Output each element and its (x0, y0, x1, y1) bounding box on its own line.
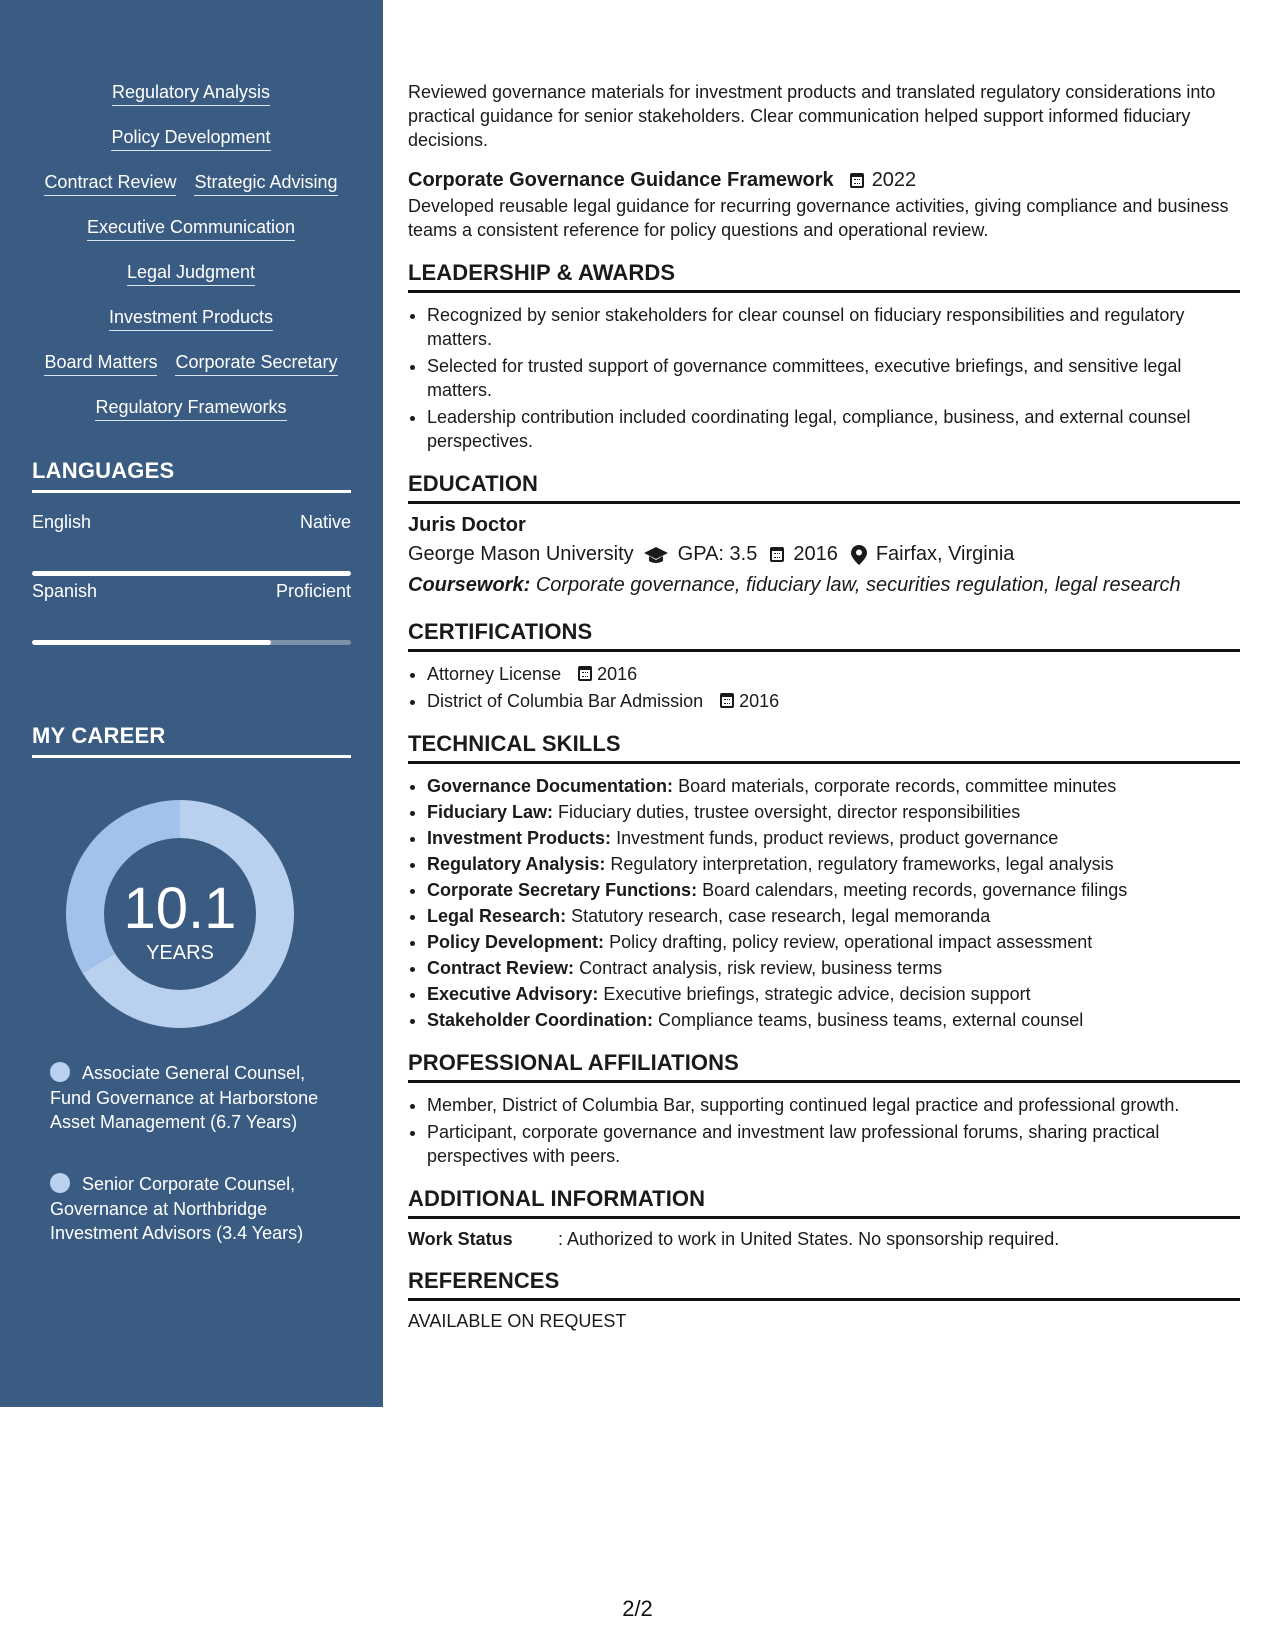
certification-year: 2016 (739, 691, 780, 711)
location-pin-icon (851, 545, 867, 565)
technical-skill-item (427, 1008, 1240, 1032)
skill-description: Board materials, corporate records, committee minutes (678, 776, 1117, 796)
calendar-icon (770, 547, 784, 562)
additional-info-heading: ADDITIONAL INFORMATION (408, 1186, 1240, 1219)
leadership-list (408, 303, 1240, 453)
references-text: AVAILABLE ON REQUEST (408, 1311, 627, 1331)
project-title-row (408, 166, 1240, 194)
career-item-text: Senior Corporate Counsel, Governance at Northbridge Investment Advisors (3.4 Years) (50, 1174, 304, 1243)
skill-label: Policy Development: (427, 932, 605, 952)
skill-description: Contract analysis, risk review, business terms (579, 958, 943, 978)
education-school: George Mason University (408, 543, 634, 565)
coursework-text: Corporate governance, fiduciary law, securities regulation, legal research (535, 574, 1181, 596)
list-item: • Selected for trusted support of governance committees, executive briefings, and sensitive legal matters. (427, 354, 1240, 402)
technical-skills-list (408, 774, 1240, 1032)
skill-description: Executive briefings, strategic advice, decision support (603, 984, 1031, 1004)
skill-description: Regulatory interpretation, regulatory frameworks, legal analysis (610, 854, 1114, 874)
calendar-icon (578, 666, 592, 681)
work-status-label: Work Status (408, 1229, 513, 1249)
skill-row (20, 217, 362, 262)
technical-skill-item (427, 800, 1240, 824)
skill-tag: Corporate Secretary (175, 352, 337, 376)
career-dot-icon (50, 1173, 70, 1193)
language-bar-fill (32, 571, 351, 576)
certification-name: Attorney License (427, 664, 562, 684)
list-item: • Member, District of Columbia Bar, supporting continued legal practice and professional growth. (427, 1093, 1240, 1117)
education-details (408, 543, 1240, 566)
education-location: Fairfax, Virginia (875, 543, 1015, 565)
skill-tag: Investment Products (109, 307, 273, 331)
skill-tag: Contract Review (44, 172, 176, 196)
skills-list (20, 82, 362, 442)
career-item-text: Associate General Counsel, Fund Governance at Harborstone Asset Management (6.7 Years) (50, 1063, 319, 1132)
language-row-spanish (32, 581, 351, 602)
work-status-value: : Authorized to work in United States. No sponsorship required. (558, 1229, 1060, 1249)
skill-tag: Strategic Advising (194, 172, 337, 196)
education-degree: Juris Doctor (408, 514, 526, 536)
language-bar-english (32, 571, 351, 576)
skill-label: Governance Documentation: (427, 776, 674, 796)
skill-label: Corporate Secretary Functions: (427, 880, 698, 900)
languages-heading: LANGUAGES (32, 458, 351, 493)
certification-item (427, 689, 1240, 713)
technical-skills-heading: TECHNICAL SKILLS (408, 731, 1240, 764)
skill-description: Fiduciary duties, trustee oversight, director responsibilities (558, 802, 1021, 822)
leadership-heading: LEADERSHIP & AWARDS (408, 260, 1240, 293)
language-name: English (32, 512, 92, 532)
skill-label: Contract Review: (427, 958, 575, 978)
page-number: 2/2 (622, 1596, 653, 1621)
career-item (50, 1061, 340, 1135)
career-unit: YEARS (146, 942, 214, 964)
education-year: 2016 (793, 543, 838, 565)
skill-row (20, 352, 362, 397)
skill-tag: Regulatory Frameworks (95, 397, 286, 421)
technical-skill-item (427, 930, 1240, 954)
skill-row (20, 172, 362, 217)
certification-year: 2016 (597, 664, 638, 684)
education-heading: EDUCATION (408, 471, 1240, 504)
career-heading: MY CAREER (32, 723, 351, 758)
calendar-icon (720, 693, 734, 708)
graduation-cap-icon (643, 545, 669, 565)
language-name: Spanish (32, 581, 98, 601)
project-description: Developed reusable legal guidance for recurring governance activities, giving compliance and business teams a consistent reference for policy questions and operational review. (408, 196, 1229, 240)
list-item: • Leadership contribution included coordinating legal, compliance, business, and external counsel perspectives. (427, 405, 1240, 453)
skill-row (20, 397, 362, 442)
career-total: 10.1 (123, 876, 237, 941)
skill-tag: Regulatory Analysis (112, 82, 270, 106)
affiliations-list (408, 1093, 1240, 1168)
list-item: • Recognized by senior stakeholders for clear counsel on fiduciary responsibilities and regulatory matters. (427, 303, 1240, 351)
education-gpa: GPA: 3.5 (677, 543, 758, 565)
language-bar-spanish (32, 640, 351, 645)
career-donut-chart (66, 800, 294, 1028)
skill-label: Stakeholder Coordination: (427, 1010, 654, 1030)
list-item: • Participant, corporate governance and investment law professional forums, sharing practical perspectives with peers. (427, 1120, 1240, 1168)
skill-row (20, 307, 362, 352)
skill-label: Executive Advisory: (427, 984, 599, 1004)
skill-row (20, 82, 362, 127)
technical-skill-item (427, 826, 1240, 850)
references-heading: REFERENCES (408, 1268, 1240, 1301)
certification-item (427, 662, 1240, 686)
project-title: Corporate Governance Guidance Framework (408, 168, 834, 191)
language-level: Native (299, 512, 351, 532)
affiliations-heading: PROFESSIONAL AFFILIATIONS (408, 1050, 1240, 1083)
technical-skill-item (427, 852, 1240, 876)
skill-label: Fiduciary Law: (427, 802, 554, 822)
certifications-list (408, 662, 1240, 713)
skill-tag: Policy Development (111, 127, 270, 151)
project-year: 2022 (871, 168, 917, 191)
language-level: Proficient (275, 581, 351, 601)
sidebar (0, 0, 383, 1407)
language-bar-fill (32, 640, 271, 645)
skill-row (20, 127, 362, 172)
technical-skill-item (427, 956, 1240, 980)
skill-tag: Board Matters (44, 352, 157, 376)
certification-name: District of Columbia Bar Admission (427, 691, 704, 711)
main-content (408, 80, 1240, 1332)
calendar-icon (850, 173, 864, 188)
language-row-english (32, 512, 351, 533)
skill-description: Compliance teams, business teams, external counsel (658, 1010, 1084, 1030)
career-item (50, 1172, 340, 1246)
skill-row (20, 262, 362, 307)
work-status-row (408, 1229, 1240, 1250)
technical-skill-item (427, 878, 1240, 902)
coursework-label: Coursework: (408, 574, 531, 596)
technical-skill-item (427, 904, 1240, 928)
skill-description: Statutory research, case research, legal memoranda (571, 906, 991, 926)
skill-label: Investment Products: (427, 828, 612, 848)
skill-label: Regulatory Analysis: (427, 854, 606, 874)
career-dot-icon (50, 1062, 70, 1082)
skill-description: Board calendars, meeting records, governance filings (702, 880, 1128, 900)
education-coursework (408, 574, 1240, 597)
technical-skill-item (427, 774, 1240, 798)
skill-description: Investment funds, product reviews, product governance (616, 828, 1059, 848)
technical-skill-item (427, 982, 1240, 1006)
certifications-heading: CERTIFICATIONS (408, 619, 1240, 652)
skill-tag: Executive Communication (87, 217, 295, 241)
intro-paragraph: Reviewed governance materials for investment products and translated regulatory considerations into practical guidance for senior stakeholders. Clear communication helped support informed fiduciary decisions. (408, 82, 1216, 150)
skill-label: Legal Research: (427, 906, 567, 926)
skill-tag: Legal Judgment (127, 262, 255, 286)
skill-description: Policy drafting, policy review, operational impact assessment (609, 932, 1093, 952)
